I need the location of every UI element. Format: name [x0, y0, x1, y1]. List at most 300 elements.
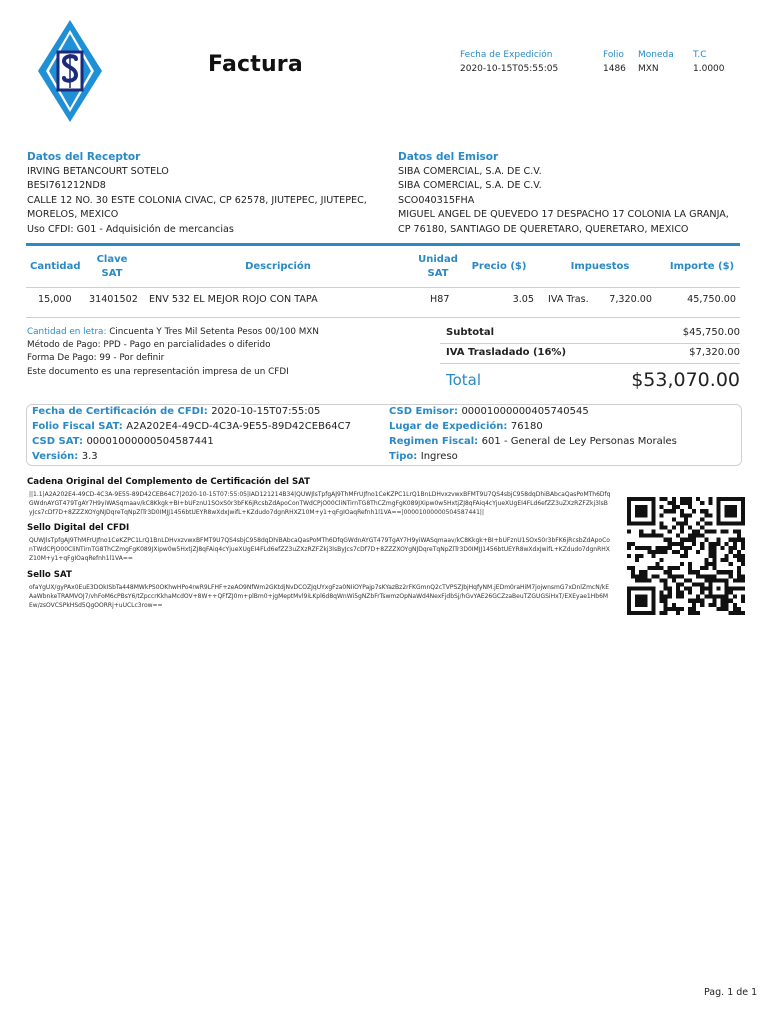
- qr-module: [733, 607, 737, 611]
- fecha-cert-value: 2020-10-15T07:55:05: [211, 406, 321, 417]
- cantidad-letra-label: Cantidad en letra:: [27, 327, 107, 337]
- qr-module: [639, 578, 643, 582]
- qr-module: [660, 513, 664, 517]
- qr-module: [639, 497, 643, 501]
- lugar-expedicion-value: 76180: [510, 421, 543, 432]
- qr-module: [680, 521, 684, 525]
- qr-module: [737, 574, 741, 578]
- qr-module: [725, 578, 729, 582]
- qr-module: [688, 599, 692, 603]
- qr-module: [655, 562, 659, 566]
- qr-module: [688, 538, 692, 542]
- qr-module: [672, 574, 676, 578]
- qr-module: [664, 550, 668, 554]
- qr-module: [712, 530, 716, 534]
- regimen-fiscal: [389, 436, 677, 447]
- qr-module: [700, 587, 704, 591]
- qr-module: [627, 530, 631, 534]
- qr-module: [700, 566, 704, 570]
- csd-sat-label: CSD SAT:: [32, 436, 83, 447]
- qr-module: [668, 574, 672, 578]
- qr-module: [660, 558, 664, 562]
- qr-module: [733, 513, 737, 517]
- qr-module: [737, 611, 741, 615]
- qr-module: [696, 530, 700, 534]
- qr-module: [737, 587, 741, 591]
- qr-module: [680, 525, 684, 529]
- qr-module: [700, 574, 704, 578]
- qr-module: [643, 603, 647, 607]
- qr-module: [668, 501, 672, 505]
- qr-module: [660, 566, 664, 570]
- qr-module: [668, 530, 672, 534]
- qr-module: [737, 530, 741, 534]
- folio-label: Folio: [603, 50, 624, 60]
- sello-sat-text: ofaYgUX/gyPAx0EuE3DOkISbTa448MWkPS0OKhwHPo4rwR9LFHF+zeAO9NfWm2GKtdjNvDCOZJqUYxgFza0NIiOYPajp7sKYazBz2rFKGmnQ2cTVPSZJbjHqfyNM.jEDm0raHiM7jojwnsmG7xDnlZmcN/kEAaWbnkeTRAMVOJ7/vhFoM6cPBsY6/tZpccrKkhaMcdOV+8W++QFfZJ0m+plBm0+jgMeptMvl9iLKpl6d8qWnWi5gNZbFrTswmzOpNaWd4NexFjdbSj/hGvYAE26GCZzaBeuTZGUGSiHxT/EXEyae1Hb6MEw/zsOVCSPkHSd5QgOORRj+uUCLc3row==: [29, 584, 609, 609]
- qr-module: [717, 570, 721, 574]
- qr-module: [688, 607, 692, 611]
- iva-label: IVA Trasladado (16%): [446, 347, 567, 358]
- qr-module: [721, 530, 725, 534]
- csd-emisor-label: CSD Emisor:: [389, 406, 458, 417]
- qr-module: [704, 566, 708, 570]
- qr-module: [676, 611, 680, 615]
- qr-module: [676, 607, 680, 611]
- qr-module: [708, 497, 712, 501]
- qr-module: [717, 509, 721, 513]
- qr-module: [651, 554, 655, 558]
- qr-module: [672, 517, 676, 521]
- qr-module: [741, 517, 745, 521]
- qr-module: [725, 570, 729, 574]
- version-label: Versión:: [32, 451, 79, 462]
- qr-module: [627, 546, 631, 550]
- qr-module: [643, 534, 647, 538]
- qr-module: [627, 501, 631, 505]
- qr-module: [708, 587, 712, 591]
- qr-module: [647, 587, 651, 591]
- version-value: 3.3: [81, 451, 98, 462]
- qr-module: [660, 611, 664, 615]
- qr-module: [708, 582, 712, 586]
- qr-module: [664, 497, 668, 501]
- qr-module: [717, 607, 721, 611]
- qr-module: [717, 578, 721, 582]
- subtotal-divider: [440, 343, 740, 344]
- qr-module: [672, 497, 676, 501]
- qr-module: [635, 513, 639, 517]
- qr-module: [664, 607, 668, 611]
- qr-module: [664, 546, 668, 550]
- tc-label: T.C: [693, 50, 707, 60]
- qr-module: [737, 521, 741, 525]
- qr-module: [668, 587, 672, 591]
- qr-module: [643, 570, 647, 574]
- emisor-rfc: SCO040315FHA: [398, 195, 475, 206]
- qr-module: [684, 497, 688, 501]
- qr-module: [700, 517, 704, 521]
- qr-module: [708, 501, 712, 505]
- qr-module: [717, 595, 721, 599]
- cantidad-letra-value: Cincuenta Y Tres Mil Setenta Pesos 00/100 MXN: [109, 327, 319, 337]
- qr-module: [737, 570, 741, 574]
- qr-module: [688, 534, 692, 538]
- receptor-address: CALLE 12 NO. 30 ESTE COLONIA CIVAC, CP 62578, JIUTEPEC, JIUTEPEC,: [27, 195, 367, 206]
- qr-module: [708, 542, 712, 546]
- qr-module: [741, 574, 745, 578]
- row-clave: 31401502: [89, 294, 138, 305]
- qr-module: [725, 607, 729, 611]
- qr-module: [692, 509, 696, 513]
- emisor-title: Datos del Emisor: [398, 151, 499, 163]
- row-impuesto-tipo: IVA Tras.: [548, 294, 589, 305]
- qr-module: [708, 513, 712, 517]
- qr-module: [651, 521, 655, 525]
- qr-module: [635, 554, 639, 558]
- receptor-rfc: BESI761212ND8: [27, 180, 106, 191]
- total-label: Total: [446, 371, 482, 389]
- qr-module: [741, 611, 745, 615]
- qr-module: [708, 578, 712, 582]
- qr-module: [737, 497, 741, 501]
- qr-module: [700, 525, 704, 529]
- qr-module: [651, 591, 655, 595]
- tipo-label: Tipo:: [389, 451, 418, 462]
- qr-module: [680, 582, 684, 586]
- qr-module: [717, 501, 721, 505]
- qr-module: [627, 566, 631, 570]
- qr-module: [676, 566, 680, 570]
- qr-module: [651, 497, 655, 501]
- qr-module: [684, 538, 688, 542]
- col-descripcion: Descripción: [245, 261, 311, 272]
- qr-module: [692, 611, 696, 615]
- qr-module: [668, 570, 672, 574]
- qr-module: [688, 562, 692, 566]
- qr-module: [696, 534, 700, 538]
- qr-module: [733, 603, 737, 607]
- subtotal-value: $45,750.00: [682, 327, 740, 338]
- qr-module: [704, 562, 708, 566]
- qr-module: [692, 607, 696, 611]
- document-title: Factura: [208, 52, 303, 77]
- qr-module: [700, 546, 704, 550]
- qr-module: [651, 603, 655, 607]
- folio-fiscal-label: Folio Fiscal SAT:: [32, 421, 123, 432]
- qr-module: [721, 497, 725, 501]
- qr-module: [680, 513, 684, 517]
- qr-module: [651, 595, 655, 599]
- qr-module: [660, 595, 664, 599]
- qr-module: [680, 562, 684, 566]
- qr-module: [627, 505, 631, 509]
- qr-module: [660, 525, 664, 529]
- qr-module: [680, 591, 684, 595]
- qr-module: [712, 574, 716, 578]
- qr-module: [733, 505, 737, 509]
- qr-module: [729, 562, 733, 566]
- qr-module: [627, 591, 631, 595]
- qr-module: [737, 534, 741, 538]
- qr-module: [708, 574, 712, 578]
- qr-module: [631, 566, 635, 570]
- qr-module: [672, 603, 676, 607]
- row-cantidad: 15,000: [38, 294, 72, 305]
- qr-module: [688, 587, 692, 591]
- qr-module: [680, 595, 684, 599]
- qr-module: [668, 546, 672, 550]
- qr-module: [708, 595, 712, 599]
- qr-module: [651, 550, 655, 554]
- csd-sat: [32, 436, 214, 447]
- qr-module: [712, 595, 716, 599]
- qr-module: [741, 501, 745, 505]
- qr-module: [684, 550, 688, 554]
- moneda-label: Moneda: [638, 50, 674, 60]
- qr-module: [664, 578, 668, 582]
- tc-value: 1.0000: [693, 64, 725, 74]
- qr-module: [737, 566, 741, 570]
- qr-module: [688, 513, 692, 517]
- qr-module: [729, 513, 733, 517]
- qr-module: [733, 538, 737, 542]
- qr-module: [660, 578, 664, 582]
- qr-module: [676, 505, 680, 509]
- qr-module: [721, 546, 725, 550]
- qr-module: [684, 501, 688, 505]
- qr-module: [660, 550, 664, 554]
- qr-module: [627, 521, 631, 525]
- qr-module: [696, 497, 700, 501]
- qr-module: [729, 546, 733, 550]
- qr-module: [639, 603, 643, 607]
- iva-value: $7,320.00: [689, 347, 740, 358]
- qr-module: [643, 611, 647, 615]
- qr-module: [737, 607, 741, 611]
- qr-module: [631, 587, 635, 591]
- qr-module: [700, 603, 704, 607]
- folio-fiscal: [32, 421, 351, 432]
- qr-module: [651, 607, 655, 611]
- qr-module: [700, 501, 704, 505]
- qr-module: [676, 550, 680, 554]
- qr-module: [696, 574, 700, 578]
- qr-module: [680, 554, 684, 558]
- qr-module: [647, 550, 651, 554]
- qr-module: [725, 595, 729, 599]
- row-importe: 45,750.00: [687, 294, 736, 305]
- csd-emisor: [389, 406, 589, 417]
- qr-module: [647, 611, 651, 615]
- fecha-expedicion-value: 2020-10-15T05:55:05: [460, 64, 559, 74]
- qr-module: [688, 566, 692, 570]
- page-number: Pag. 1 de 1: [704, 987, 758, 998]
- qr-module: [717, 538, 721, 542]
- qr-module: [651, 513, 655, 517]
- qr-module: [639, 521, 643, 525]
- row-descripcion: ENV 532 EL MEJOR ROJO CON TAPA: [149, 294, 318, 305]
- qr-module: [680, 607, 684, 611]
- qr-module: [737, 554, 741, 558]
- qr-module: [664, 595, 668, 599]
- qr-module: [725, 497, 729, 501]
- col-clave-line1: Clave: [96, 254, 128, 265]
- qr-module: [643, 546, 647, 550]
- qr-module: [696, 521, 700, 525]
- qr-module: [729, 521, 733, 525]
- qr-module: [741, 542, 745, 546]
- qr-module: [708, 562, 712, 566]
- col-clave-sat: [86, 253, 138, 281]
- qr-module: [725, 509, 729, 513]
- qr-module: [733, 578, 737, 582]
- qr-module: [712, 546, 716, 550]
- qr-module: [696, 550, 700, 554]
- qr-module: [704, 538, 708, 542]
- emisor-name-2: SIBA COMERCIAL, S.A. DE C.V.: [398, 180, 542, 191]
- qr-module: [725, 554, 729, 558]
- regimen-fiscal-label: Regimen Fiscal:: [389, 436, 479, 447]
- qr-module: [729, 611, 733, 615]
- qr-module: [741, 558, 745, 562]
- qr-module: [725, 521, 729, 525]
- qr-module: [692, 570, 696, 574]
- qr-module: [741, 521, 745, 525]
- moneda-value: MXN: [638, 64, 659, 74]
- emisor-address: MIGUEL ANGEL DE QUEVEDO 17 DESPACHO 17 COLONIA LA GRANJA,: [398, 209, 729, 220]
- qr-module: [631, 570, 635, 574]
- qr-module: [627, 509, 631, 513]
- qr-module: [729, 599, 733, 603]
- qr-module: [639, 587, 643, 591]
- qr-module: [733, 611, 737, 615]
- qr-module: [651, 587, 655, 591]
- qr-module: [741, 578, 745, 582]
- qr-module: [729, 497, 733, 501]
- qr-module: [721, 578, 725, 582]
- qr-module: [672, 525, 676, 529]
- qr-module: [704, 530, 708, 534]
- qr-module: [676, 521, 680, 525]
- qr-module: [684, 578, 688, 582]
- qr-module: [712, 599, 716, 603]
- qr-module: [712, 578, 716, 582]
- qr-module: [627, 611, 631, 615]
- csd-emisor-value: 00001000000405740545: [461, 406, 589, 417]
- qr-module: [672, 566, 676, 570]
- qr-module: [639, 595, 643, 599]
- qr-module: [664, 538, 668, 542]
- qr-module: [688, 501, 692, 505]
- row-precio: 3.05: [512, 294, 534, 305]
- qr-module: [680, 530, 684, 534]
- qr-module: [660, 521, 664, 525]
- qr-module: [639, 574, 643, 578]
- qr-module: [717, 497, 721, 501]
- qr-module: [635, 574, 639, 578]
- qr-module: [721, 599, 725, 603]
- qr-module: [733, 530, 737, 534]
- qr-module: [655, 566, 659, 570]
- qr-module: [664, 611, 668, 615]
- qr-module: [704, 558, 708, 562]
- qr-module: [631, 542, 635, 546]
- qr-module: [737, 578, 741, 582]
- qr-module: [635, 595, 639, 599]
- qr-module: [651, 530, 655, 534]
- sello-cfdi-text: QUWJlsTpfgAJ9ThMFrUJfno1CeKZPC1LrQ1BnLDHvxzvwxBFMT9U7QS4sbjC958dqDhiBAbcaQasPoMTh6DfqGWdnAYGT479TgAY7H9yiWASqmaav/kC8Kkgk+BI+bUFznU1SOxS0r3bFK6jRcsbZdApoConTWdCPjO00CliNTirnTG8ThCZmgFgK089JXipw0w5HxtjZJ8qFAiq4cYjueXUgEI4FLd6efZZ3uZXzRZFZkj3lsByJcs7cDf7D+8ZZZXOYgNJDqreTqNpZlTr3D0IMJJ1456btUEYR8wXdxJwifL+KZdudo7dgnRHXZ10M+y1+qFgIOaqRefnh1l1VA==: [29, 537, 610, 562]
- qr-module: [684, 546, 688, 550]
- qr-module: [660, 591, 664, 595]
- total-value: $53,070.00: [631, 369, 740, 391]
- cantidad-letra: [27, 327, 319, 337]
- qr-module: [729, 591, 733, 595]
- qr-module: [635, 505, 639, 509]
- qr-module: [712, 603, 716, 607]
- qr-module: [684, 517, 688, 521]
- qr-module: [643, 497, 647, 501]
- qr-module: [721, 521, 725, 525]
- qr-module: [708, 603, 712, 607]
- qr-module: [647, 521, 651, 525]
- qr-module: [712, 554, 716, 558]
- qr-module: [643, 521, 647, 525]
- qr-module: [688, 591, 692, 595]
- qr-module: [688, 546, 692, 550]
- qr-module: [741, 587, 745, 591]
- qr-module: [729, 574, 733, 578]
- qr-module: [647, 497, 651, 501]
- qr-module: [692, 603, 696, 607]
- qr-module: [717, 521, 721, 525]
- qr-module: [688, 525, 692, 529]
- qr-module: [688, 578, 692, 582]
- qr-module: [627, 603, 631, 607]
- emisor-address-2: CP 76180, SANTIAGO DE QUERETARO, QUERETARO, MEXICO: [398, 224, 689, 235]
- qr-module: [627, 595, 631, 599]
- qr-module: [627, 607, 631, 611]
- qr-module: [741, 599, 745, 603]
- fecha-cert-label: Fecha de Certificación de CFDI:: [32, 406, 208, 417]
- qr-module: [725, 530, 729, 534]
- qr-module: [627, 599, 631, 603]
- cadena-original-title: Cadena Original del Complemento de Certificación del SAT: [27, 477, 311, 487]
- qr-module: [733, 595, 737, 599]
- qr-module: [725, 542, 729, 546]
- metodo-pago: Método de Pago: PPD - Pago en parcialidades o diferido: [27, 340, 271, 350]
- qr-module: [643, 595, 647, 599]
- qr-module: [668, 595, 672, 599]
- qr-module: [741, 509, 745, 513]
- qr-module: [668, 591, 672, 595]
- qr-module: [627, 513, 631, 517]
- qr-module: [741, 595, 745, 599]
- qr-module: [692, 538, 696, 542]
- qr-module: [635, 587, 639, 591]
- qr-module: [635, 578, 639, 582]
- tipo: [389, 451, 458, 462]
- qr-module: [672, 505, 676, 509]
- col-unidad-line1: Unidad: [418, 254, 458, 265]
- qr-module: [717, 542, 721, 546]
- qr-module: [696, 582, 700, 586]
- qr-module: [627, 587, 631, 591]
- qr-module: [741, 554, 745, 558]
- qr-module: [704, 587, 708, 591]
- qr-module: [635, 599, 639, 603]
- qr-module: [725, 587, 729, 591]
- qr-module: [668, 509, 672, 513]
